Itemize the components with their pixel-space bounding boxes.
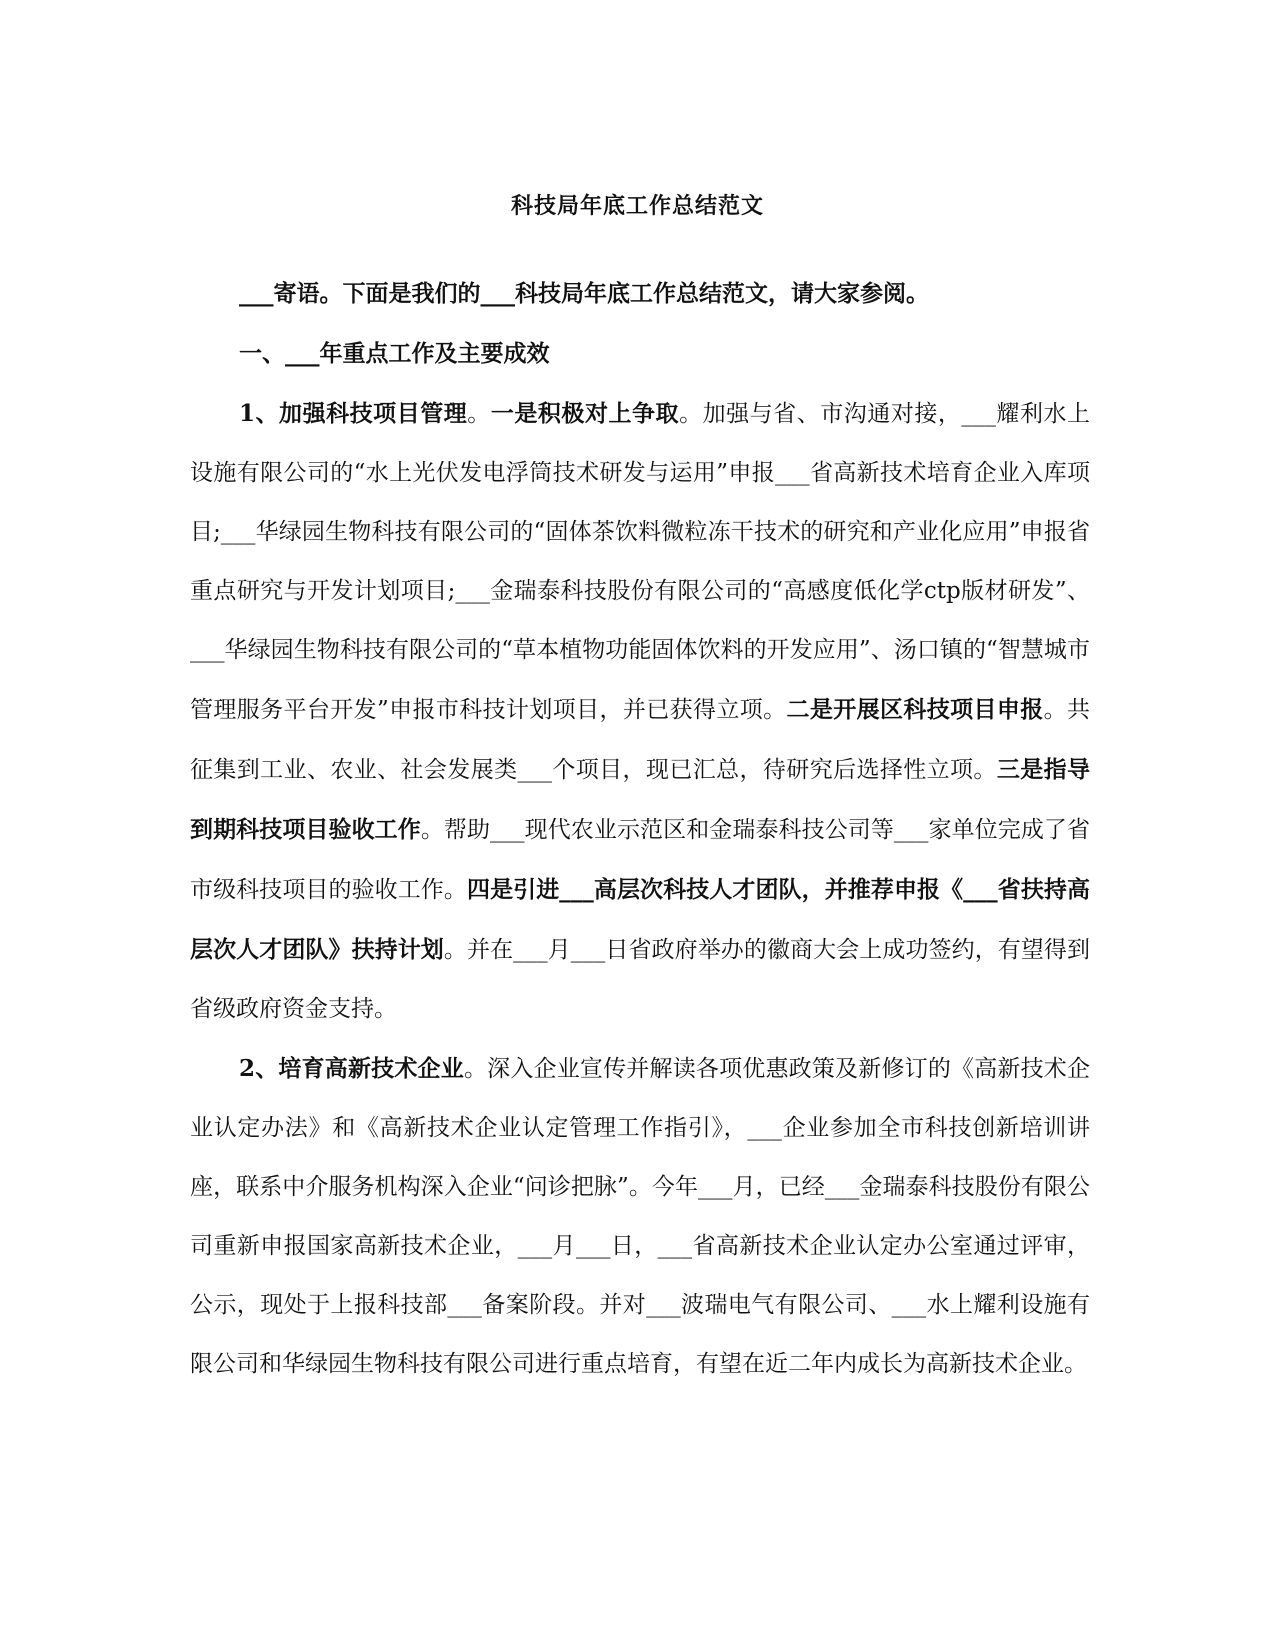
- paragraph-project-management: [190, 384, 1090, 1039]
- p1-bold-3: 二是开展区科技项目申报: [786, 696, 1044, 723]
- intro-paragraph: [190, 264, 1090, 324]
- p2-text-1: 。深入企业宣传并解读各项优惠政策及新修订的《高新技术企业认定办法》和《高新技术企业认定管理工作指引》，___企业参加全市科技创新培训讲座，联系中介服务机构深入企业“问诊把脉”。今年___月，已经___金瑞泰科技股份有限公司重新申报国家高新技术企业，___月___日，___省高新技术企业认定办公室通过评审，公示，现处于上报科技部___备案阶段。并对___波瑞电气有限公司、___水上耀利设施有限公司和华绿园生物科技有限公司进行重点培育，有望在近二年内成长为高新技术企业。: [190, 1056, 1090, 1377]
- p1-bold-2: 一是积极对上争取: [490, 400, 680, 427]
- paragraph-high-tech-enterprise: [190, 1039, 1090, 1394]
- p1-bold-1: 1、加强科技项目管理: [239, 400, 468, 427]
- intro-text: ___寄语。下面是我们的___科技局年底工作总结范文，请大家参阅。: [239, 280, 929, 307]
- p2-bold-1: 2、培育高新技术企业: [239, 1055, 464, 1082]
- p1-text-1: 。: [467, 401, 491, 427]
- p1-text-4: 。帮助___现代农业示范区和金瑞泰科技公司等___家单位完成了省市级科技项目的验收工作。: [190, 817, 1091, 903]
- p1-text-5: 。并在___月___日省政府举办的徽商大会上成功签约，有望得到省级政府资金支持。: [190, 937, 1091, 1022]
- document-title: 科技局年底工作总结范文: [510, 193, 764, 219]
- p1-bold-5: 四是引进___高层次科技人才团队，并推荐申报《___省扶持高层次人才团队》扶持计划: [190, 876, 1091, 963]
- p1-text-3: 。共征集到工业、农业、社会发展类___个项目，现已汇总，待研究后选择性立项。: [190, 697, 1090, 783]
- p1-text-2: 。加强与省、市沟通对接，___耀利水上设施有限公司的“水上光伏发电浮筒技术研发与运用”申报___省高新技术培育企业入库项目;___华绿园生物科技有限公司的“固体茶饮料微粒冻干技术的研究和产业化应用”申报省重点研究与开发计划项目;___金瑞泰科技股份有限公司的“高感度低化学ctp版材研发”、___华绿园生物科技有限公司的“草本植物功能固体饮料的开发应用”、汤口镇的“智慧城市管理服务平台开发”申报市科技计划项目，并已获得立项。: [190, 401, 1091, 723]
- document-body: [190, 264, 1090, 1394]
- section-heading: [190, 324, 1090, 384]
- section1-heading-text: 一、___年重点工作及主要成效: [239, 340, 550, 367]
- p1-bold-4: 三是指导到期科技项目验收工作: [190, 756, 1091, 843]
